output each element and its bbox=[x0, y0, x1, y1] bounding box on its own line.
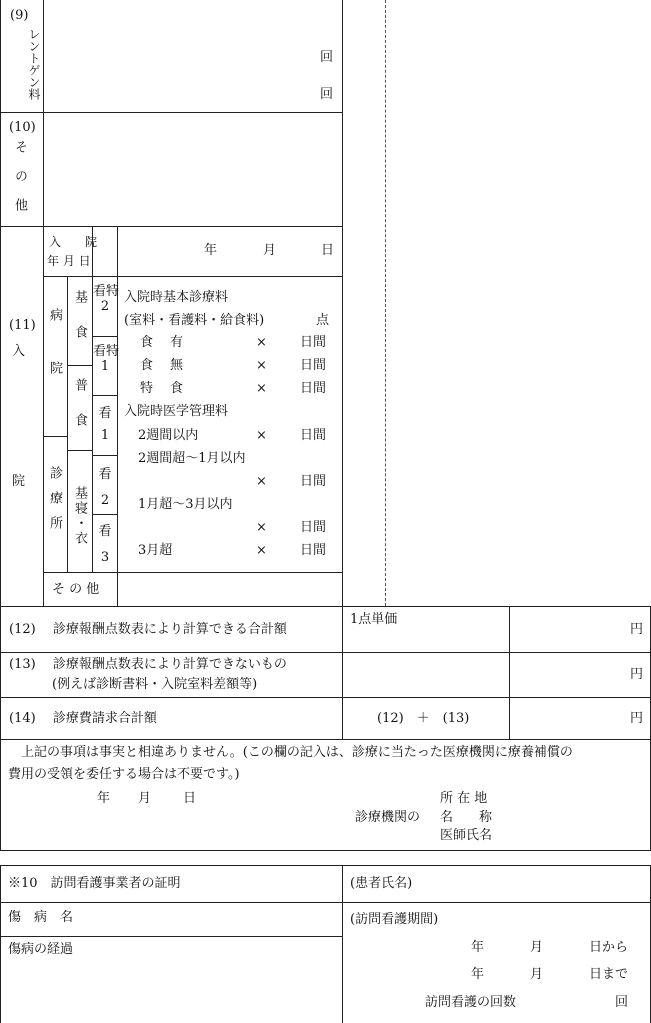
fee-unit: 点 bbox=[316, 313, 330, 328]
cert-address-label: 所 在 地 bbox=[440, 791, 488, 806]
admit-date-month: 月 bbox=[263, 243, 277, 258]
admit-label-line1: 入 院 bbox=[49, 235, 98, 249]
category-bedding: 基寝・衣 bbox=[72, 486, 87, 546]
cert-doctor-label: 医師氏名 bbox=[440, 828, 493, 843]
cert-month: 月 bbox=[138, 791, 152, 806]
row13-label: (13) 診療報酬点数表により計算できないもの bbox=[9, 657, 287, 672]
period-to-month: 月 bbox=[530, 967, 544, 982]
period-to-day: 日まで bbox=[589, 967, 629, 982]
fee-title: 入院時基本診療料 bbox=[124, 290, 229, 305]
row13-example: (例えば診断書料・入院室料差額等) bbox=[52, 677, 258, 692]
row10-number: (10) bbox=[9, 120, 36, 135]
cert-text-2: 費用の受領を委任する場合は不要です。) bbox=[8, 767, 240, 782]
admit-label-line2: 年 月 日 bbox=[47, 254, 91, 268]
row11-title-2: 院 bbox=[12, 474, 26, 489]
row12-unit: 円 bbox=[630, 622, 644, 637]
nursing-grade-special2: 看特 2 bbox=[93, 284, 120, 314]
category-hospital: 病院 bbox=[47, 308, 62, 414]
cert-day: 日 bbox=[183, 791, 197, 806]
row9-unit-2: 回 bbox=[320, 87, 334, 102]
row11-number: (11) bbox=[9, 318, 36, 333]
row10-title: その他 bbox=[12, 140, 27, 227]
nursing-grade-3: 看 3 bbox=[98, 524, 112, 565]
row13-unit: 円 bbox=[630, 667, 644, 682]
row14-formula: (12) ＋ (13) bbox=[377, 711, 470, 726]
nursing-patient-name: (患者氏名) bbox=[350, 876, 413, 891]
row11-title-1: 入 bbox=[12, 344, 26, 359]
row9-unit-1: 回 bbox=[320, 50, 334, 65]
fee-subtitle: (室料・看護料・給食料) bbox=[124, 313, 265, 328]
category-regular-meal: 普食 bbox=[72, 378, 87, 448]
nursing-disease-label: 傷 病 名 bbox=[8, 910, 74, 925]
cert-text-1: 上記の事項は事実と相違ありません。(この欄の記入は、診療に当たった医療機関に療養補償の bbox=[8, 745, 573, 760]
nursing-grade-special1: 看特 1 bbox=[93, 344, 120, 374]
nursing-grade-1: 看 1 bbox=[98, 406, 112, 443]
category-clinic: 診療所 bbox=[47, 466, 62, 541]
nursing-grade-2: 看 2 bbox=[98, 467, 112, 508]
admit-date-year: 年 bbox=[204, 243, 218, 258]
row12-label: (12) 診療報酬点数表により計算できる合計額 bbox=[9, 622, 287, 637]
nursing-title: ※10 訪問看護事業者の証明 bbox=[8, 876, 181, 891]
cert-name-label: 名 称 bbox=[440, 810, 493, 825]
row14-unit: 円 bbox=[630, 711, 644, 726]
category-kihon-meal: 基食 bbox=[72, 290, 87, 360]
period-from-year: 年 bbox=[471, 940, 485, 955]
period-from-month: 月 bbox=[530, 940, 544, 955]
row11-other: そ の 他 bbox=[52, 582, 100, 597]
row14-label: (14) 診療費請求合計額 bbox=[9, 711, 157, 726]
mgmt-title: 入院時医学管理料 bbox=[124, 404, 229, 419]
period-from-day: 日から bbox=[589, 940, 629, 955]
row12-unit-price: 1点単価 bbox=[350, 612, 398, 627]
period-to-year: 年 bbox=[471, 967, 485, 982]
row9-number: (9) bbox=[10, 8, 29, 23]
row9-title: レントゲン料 bbox=[27, 28, 41, 100]
cert-institution-label: 診療機関の bbox=[355, 810, 421, 825]
visit-count-label: 訪問看護の回数 bbox=[425, 995, 517, 1010]
cert-year: 年 bbox=[97, 791, 111, 806]
nursing-course-label: 傷病の経過 bbox=[8, 942, 74, 957]
admit-date-day: 日 bbox=[321, 243, 335, 258]
nursing-period-label: (訪問看護期間) bbox=[350, 912, 439, 927]
visit-count-unit: 回 bbox=[615, 995, 629, 1010]
